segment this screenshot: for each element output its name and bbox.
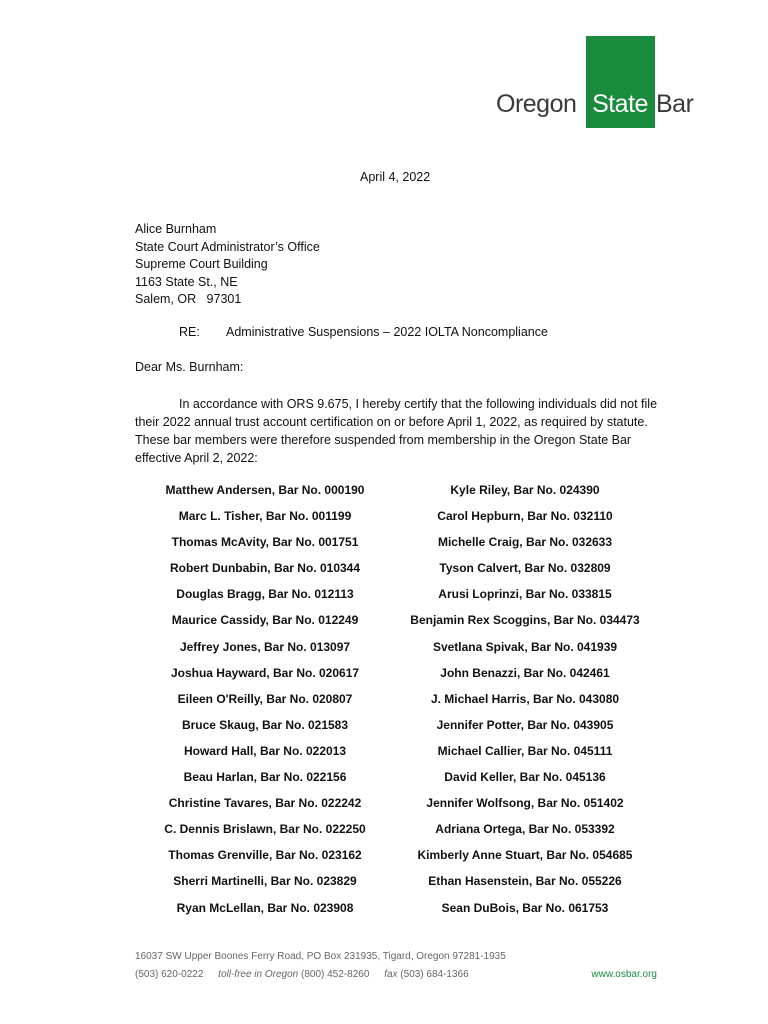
member-entry: Michelle Craig, Bar No. 032633 [437,535,613,550]
member-entry: Bruce Skaug, Bar No. 021583 [181,717,349,732]
member-entry: Joshua Hayward, Bar No. 020617 [170,665,360,680]
member-entry: Kimberly Anne Stuart, Bar No. 054685 [417,848,633,863]
member-entry: Robert Dunbabin, Bar No. 010344 [169,561,361,576]
members-column-left [135,480,395,924]
member-entry: Thomas McAvity, Bar No. 001751 [171,535,359,550]
member-entry: Thomas Grenville, Bar No. 023162 [168,848,362,863]
member-entry: Marc L. Tisher, Bar No. 001199 [178,509,352,524]
footer-contact-line [135,966,657,984]
member-entry: Ethan Hasenstein, Bar No. 055226 [428,874,622,889]
member-entry: Beau Harlan, Bar No. 022156 [183,770,347,785]
members-column-right [395,480,655,924]
member-entry: Jennifer Wolfsong, Bar No. 051402 [426,796,624,811]
member-entry: Carol Hepburn, Bar No. 032110 [437,509,613,524]
member-entry: Sean DuBois, Bar No. 061753 [441,900,609,915]
letter-date: April 4, 2022 [360,170,431,184]
recipient-city: Salem, OR 97301 [135,292,242,306]
member-entry: Maurice Cassidy, Bar No. 012249 [171,613,359,628]
re-subject: Administrative Suspensions – 2022 IOLTA Noncompliance [226,325,548,339]
footer-phones [135,966,469,984]
oregon-state-bar-logo [496,36,706,128]
member-entry: Howard Hall, Bar No. 022013 [183,743,347,758]
member-entry: Sherri Martinelli, Bar No. 023829 [173,874,357,889]
member-entry: J. Michael Harris, Bar No. 043080 [430,691,620,706]
member-entry: Michael Callier, Bar No. 045111 [437,743,613,758]
member-entry: Jeffrey Jones, Bar No. 013097 [179,639,351,654]
letterhead-footer [135,948,657,984]
member-entry: Tyson Calvert, Bar No. 032809 [439,561,611,576]
re-line [179,325,548,339]
member-entry: Matthew Andersen, Bar No. 000190 [165,483,365,497]
footer-tollfree: (800) 452-8260 [301,969,370,980]
logo-word-oregon: Oregon [496,90,577,118]
logo-word-state: State [592,90,648,118]
footer-website-link[interactable]: www.osbar.org [591,969,657,980]
logo-word-bar: Bar [656,90,694,118]
member-entry: Adriana Ortega, Bar No. 053392 [435,822,615,837]
recipient-street: 1163 State St., NE [135,274,238,289]
member-entry: C. Dennis Brislawn, Bar No. 022250 [164,822,366,837]
member-entry: Benjamin Rex Scoggins, Bar No. 034473 [410,613,640,628]
member-entry: Douglas Bragg, Bar No. 012113 [176,587,354,602]
member-entry: Arusi Loprinzi, Bar No. 033815 [438,587,612,602]
member-entry: Christine Tavares, Bar No. 022242 [168,796,362,811]
footer-phone: (503) 620-0222 [135,969,204,980]
body-paragraph: In accordance with ORS 9.675, I hereby certify that the following individuals did not file their 2022 annual trust account certification on or before April 1, 2022, as required by statute. These bar members were therefore suspended from membership in the Oregon State Bar effective April 2, 2022: [135,397,658,465]
member-entry: Jennifer Potter, Bar No. 043905 [436,717,614,732]
member-entry: David Keller, Bar No. 045136 [444,770,606,785]
recipient-building: Supreme Court Building [135,257,268,271]
footer-fax: (503) 684-1366 [400,969,469,980]
recipient-name: Alice Burnham [135,222,217,236]
re-label: RE: [179,325,200,339]
footer-fax-label: fax [384,969,398,980]
logo-wordmark [496,89,693,119]
member-entry: John Benazzi, Bar No. 042461 [440,665,610,680]
member-entry: Ryan McLellan, Bar No. 023908 [176,900,354,915]
footer-tollfree-label: toll-free in Oregon [218,969,299,980]
salutation: Dear Ms. Burnham: [135,360,244,374]
member-entry: Eileen O'Reilly, Bar No. 020807 [177,691,353,706]
members-list [135,480,655,924]
member-entry: Kyle Riley, Bar No. 024390 [450,483,600,497]
footer-address: 16037 SW Upper Boones Ferry Road, PO Box 231935, Tigard, Oregon 97281-1935 [135,951,506,962]
recipient-address [135,221,320,309]
recipient-office: State Court Administrator’s Office [135,239,320,254]
member-entry: Svetlana Spivak, Bar No. 041939 [432,639,618,654]
